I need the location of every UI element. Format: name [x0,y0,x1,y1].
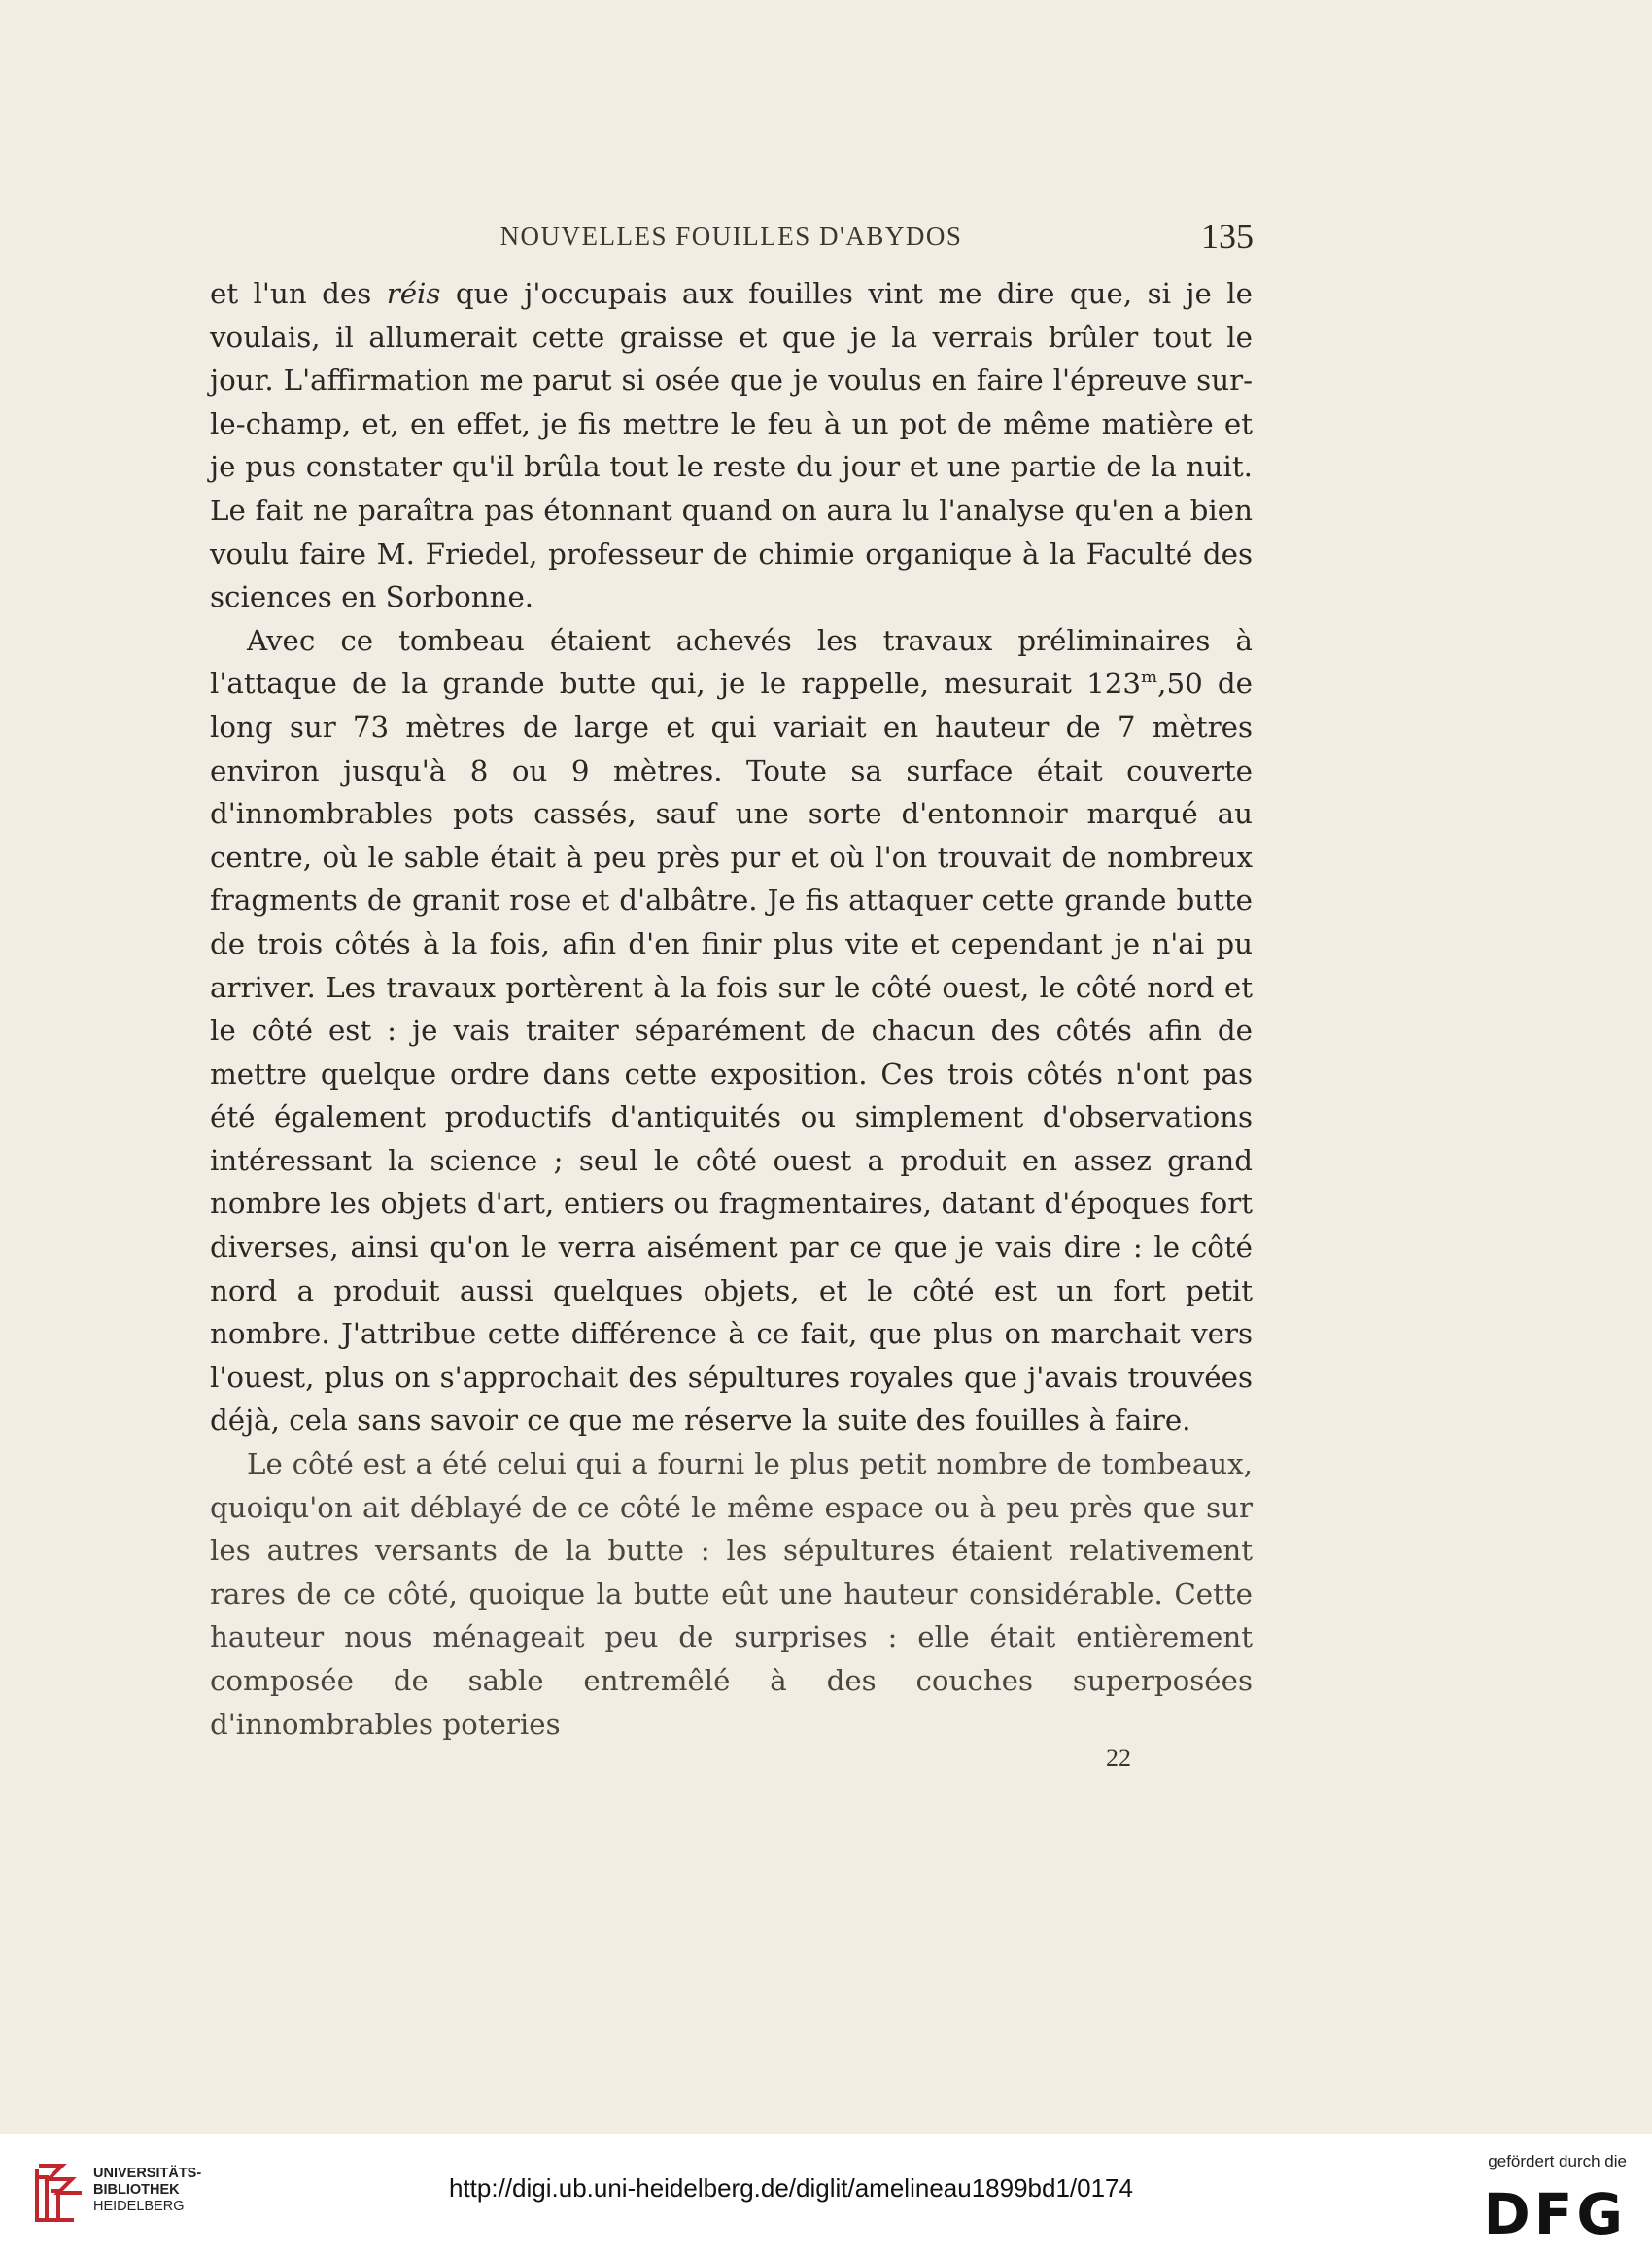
paragraph-3: Le côté est a été celui qui a fourni le plus petit nombre de tombeaux, quoiqu'on ait déblayé de ce côté le même espace ou à peu près que sur les autres versants de la butte : les sépultures étaient relativement rares de ce côté, quoique la butte eût une hauteur considérable. Cette hauteur nous ménageait peu de surprises : elle était entièrement composée de sable entremêlé à des couches superposées d'innombrables poteries [210,1447,1253,1741]
paragraph-1 [210,272,1253,619]
paragraph-2-start: Avec ce tombeau étaient achevés les travaux préliminaires à l'attaque de la grande butte qui, je le rappelle, mesurait 123 [210,623,1253,701]
funder-logo: DFG [1483,2181,1627,2247]
running-head [209,216,1254,259]
page-number: 135 [1201,217,1254,256]
paragraph-1-start: et l'un des [210,277,387,310]
unit-superscript: m [1141,667,1158,688]
library-line-3: HEIDELBERG [93,2199,185,2214]
funder-label: gefördert durch die [1488,2152,1627,2170]
library-name [93,2166,201,2215]
running-title: NOUVELLES FOUILLES D'ABYDOS [499,222,963,251]
body-text [210,272,1253,1746]
italic-term: réis [386,277,441,310]
signature-mark: 22 [1106,1744,1131,1772]
library-logo-icon [29,2158,87,2226]
footer-bar [0,2134,1652,2255]
paragraph-2-rest: ,50 de long sur 73 mètres de large et qui variait en hauteur de 7 mètres environ jusqu'à 8 ou 9 mètres. Toute sa surface était couverte d'innombrables pots cassés, sauf une sorte d'entonnoir marqué au centre, où le sable était à peu près pur et où l'on trouvait de nombreux fragments de granit rose et d'albâtre. Je fis attaquer cette grande butte de trois côtés à la fois, afin d'en finir plus vite et cependant je n'ai pu arriver. Les travaux portèrent à la fois sur le côté ouest, le côté nord et le côté est : je vais traiter séparément de chacun des côtés afin de mettre quelque ordre dans cette exposition. Ces trois côtés n'ont pas été également productifs d'antiquités ou simplement d'observations intéressant la science ; seul le côté ouest a produit en assez grand nombre les objets d'art, entiers ou fragmentaires, datant d'époques fort diverses, ainsi qu'on le verra aisément par ce que je vais dire : le côté nord a produit aussi quelques objets, et le côté est un fort petit nombre. J'attribue cette différence à ce fait, que plus on marchait vers l'ouest, plus on s'approchait des sépultures royales que j'avais trouvées déjà, cela sans savoir ce que me réserve la suite des fouilles à faire. [210,667,1253,1438]
source-url-link[interactable]: http://digi.ub.uni-heidelberg.de/diglit/amelineau1899bd1/0174 [449,2173,1133,2203]
library-line-2: BIBLIOTHEK [93,2182,180,2198]
paragraph-2 [210,619,1253,1442]
library-line-1: UNIVERSITÄTS- [93,2166,202,2181]
paragraph-1-rest: que j'occupais aux fouilles vint me dire que, si je le voulais, il allumerait cette graisse et que je la verrais brûler tout le jour. L'affirmation me parut si osée que je voulus en faire l'épreuve sur-le-champ, et, en effet, je fis mettre le feu à un pot de même matière et je pus constater qu'il brûla tout le reste du jour et une partie de la nuit. Le fait ne paraîtra pas étonnant quand on aura lu l'analyse qu'en a bien voulu faire M. Friedel, professeur de chimie organique à la Faculté des sciences en Sorbonne. [210,277,1253,614]
